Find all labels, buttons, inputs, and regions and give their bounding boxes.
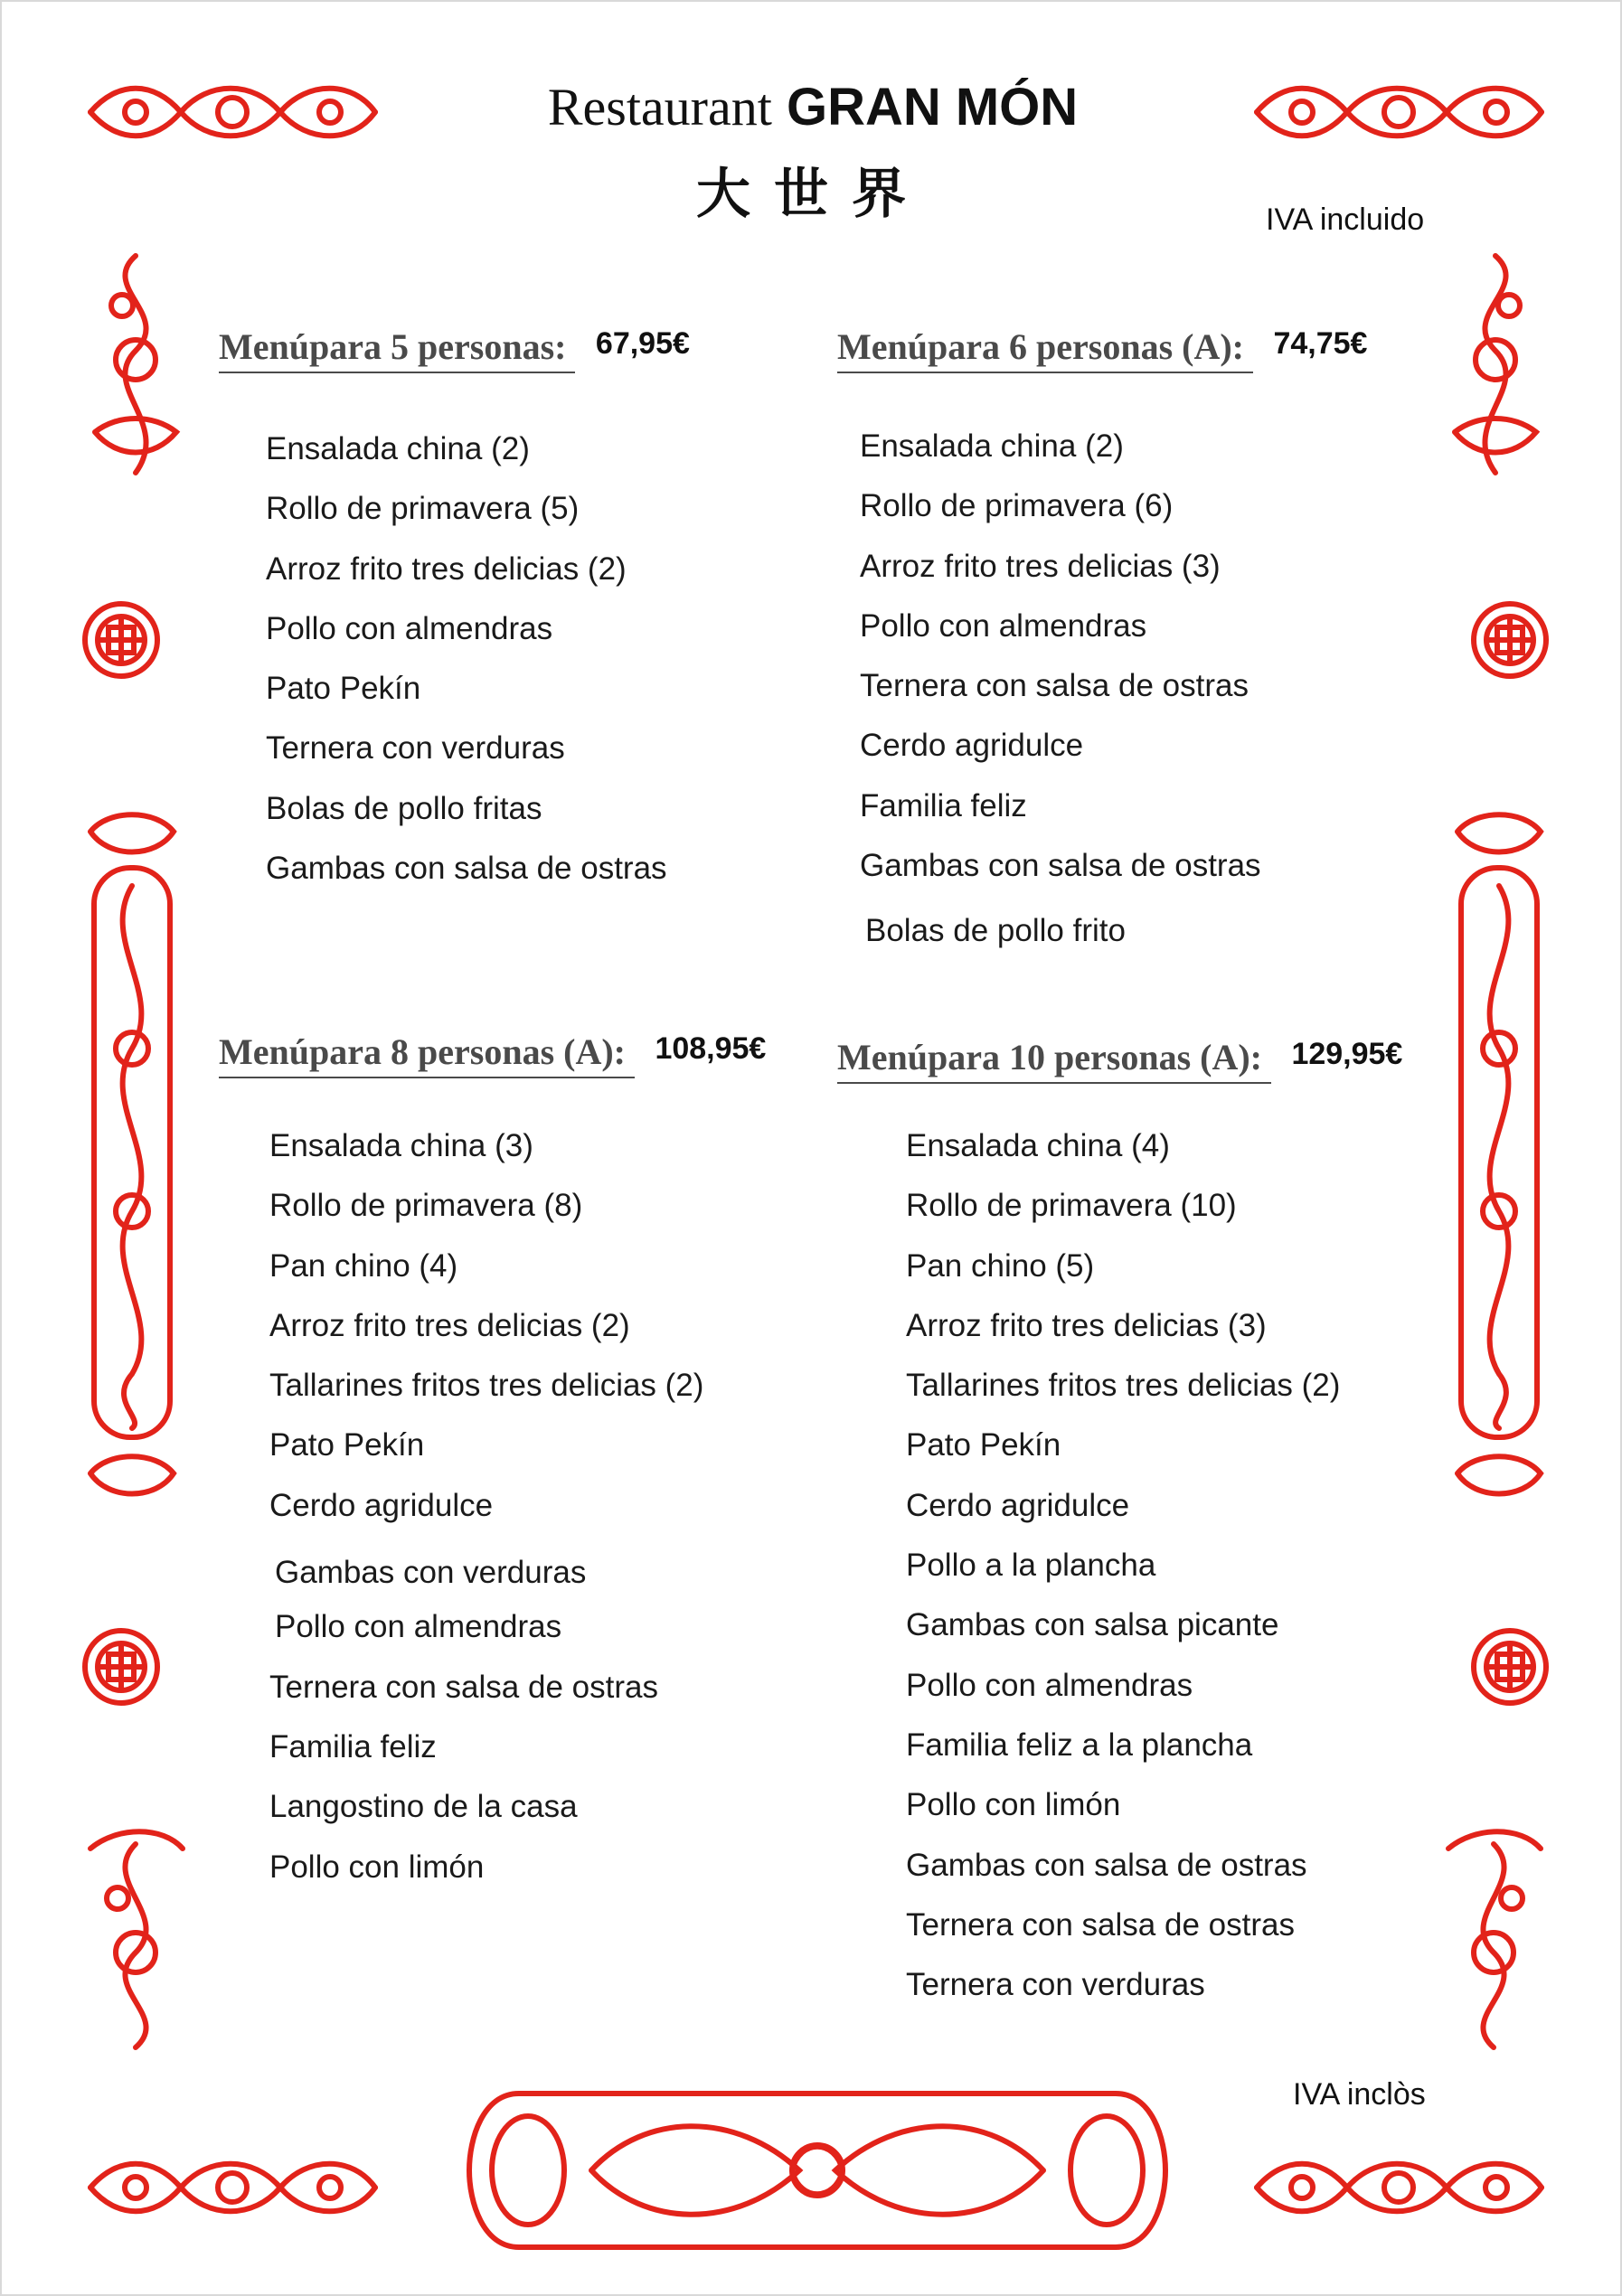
menu-label: Menúpara 10 personas (A):	[837, 1036, 1271, 1084]
floral-panel-icon	[1441, 251, 1550, 477]
menu-item: Bolas de pollo fritas	[266, 790, 542, 826]
floral-scroll-icon	[1248, 76, 1551, 150]
menu-item: Gambas con salsa de ostras	[266, 851, 667, 887]
menu-item: Pollo a la plancha	[906, 1548, 1156, 1584]
menu-item: Rollo de primavera (10)	[906, 1188, 1237, 1224]
menu-item: Pollo con limón	[906, 1787, 1121, 1823]
menu-item: Rollo de primavera (6)	[860, 488, 1174, 524]
floral-panel-icon	[81, 805, 183, 1501]
menu-item: Langostino de la casa	[269, 1789, 578, 1825]
menu-price: 74,75€	[1273, 326, 1368, 361]
menu-item: Ternera con verduras	[906, 1967, 1205, 2003]
floral-scroll-icon	[81, 76, 384, 150]
menu-item: Pollo con almendras	[266, 610, 553, 646]
menu-item: Cerdo agridulce	[860, 728, 1084, 764]
menu-6-items	[860, 417, 1261, 962]
menu-item: Ternera con verduras	[266, 730, 565, 767]
menu-6-persons	[837, 325, 1367, 380]
menu-item: Pollo con limón	[269, 1849, 485, 1885]
menu-item: Tallarines fritos tres delicias (2)	[269, 1368, 704, 1404]
shou-medallion-icon	[80, 598, 163, 682]
menu-item: Pollo con almendras	[275, 1609, 562, 1645]
menu-item: Pan chino (4)	[269, 1247, 458, 1284]
menu-item: Ternera con salsa de ostras	[906, 1906, 1295, 1943]
menu-item: Ternera con salsa de ostras	[860, 668, 1249, 704]
menu-item: Gambas con salsa de ostras	[906, 1847, 1307, 1883]
menu-item: Tallarines fritos tres delicias (2)	[906, 1368, 1341, 1404]
menu-label: Menúpara 8 personas (A):	[219, 1030, 635, 1078]
menu-10-persons	[837, 1036, 1402, 1090]
title-prefix: Restaurant	[547, 78, 772, 136]
chinese-name: 大世界	[696, 163, 929, 226]
menu-10-items	[906, 1116, 1340, 2015]
menu-heading	[219, 1030, 766, 1085]
menu-item: Pollo con almendras	[906, 1667, 1193, 1703]
menu-item: Arroz frito tres delicias (3)	[860, 548, 1221, 584]
menu-item: Cerdo agridulce	[269, 1487, 494, 1523]
menu-item: Pato Pekín	[269, 1427, 425, 1463]
menu-item: Gambas con salsa picante	[906, 1607, 1279, 1643]
menu-8-items	[269, 1116, 703, 1897]
menu-item: Ensalada china (3)	[269, 1128, 533, 1163]
floral-scroll-icon	[81, 2151, 384, 2225]
menu-item: Pollo con almendras	[860, 607, 1147, 644]
menu-item: Arroz frito tres delicias (2)	[269, 1307, 630, 1343]
restaurant-name: GRAN MÓN	[786, 78, 1079, 136]
floral-scroll-icon	[1248, 2151, 1551, 2225]
menu-item: Familia feliz a la plancha	[906, 1727, 1253, 1763]
menu-item: Arroz frito tres delicias (3)	[906, 1307, 1267, 1343]
shou-medallion-icon	[80, 1625, 163, 1708]
tax-note-bottom: IVA inclòs	[1293, 2077, 1426, 2112]
floral-panel-icon	[1439, 1826, 1550, 2052]
menu-item: Rollo de primavera (8)	[269, 1188, 583, 1224]
carp-lotus-panel-icon	[465, 2084, 1170, 2256]
menu-item: Rollo de primavera (5)	[266, 491, 580, 527]
menu-item: Pato Pekín	[906, 1427, 1061, 1463]
menu-item: Ensalada china (2)	[266, 431, 530, 466]
menu-item: Ternera con salsa de ostras	[269, 1669, 658, 1705]
menu-item: Ensalada china (4)	[906, 1128, 1170, 1163]
menu-label: Menúpara 5 personas:	[219, 325, 575, 373]
menu-heading	[837, 325, 1367, 380]
menu-item: Pan chino (5)	[906, 1247, 1095, 1284]
menu-8-persons	[219, 1030, 766, 1085]
menu-item: Bolas de pollo frito	[865, 913, 1126, 949]
menu-item: Arroz frito tres delicias (2)	[266, 550, 627, 587]
menu-item: Pato Pekín	[266, 671, 421, 707]
menu-item: Cerdo agridulce	[906, 1487, 1130, 1523]
menu-item: Ensalada china (2)	[860, 428, 1124, 464]
menu-heading	[837, 1036, 1402, 1090]
menu-price: 67,95€	[595, 326, 690, 361]
floral-panel-icon	[81, 1826, 192, 2052]
menu-5-persons	[219, 325, 690, 380]
menu-price: 108,95€	[655, 1031, 767, 1066]
menu-label: Menúpara 6 personas (A):	[837, 325, 1253, 373]
menu-item: Familia feliz	[269, 1728, 437, 1764]
menu-item: Gambas con verduras	[275, 1555, 587, 1591]
menu-item: Gambas con salsa de ostras	[860, 848, 1261, 884]
menu-price: 129,95€	[1291, 1037, 1403, 1071]
menu-heading	[219, 325, 690, 380]
tax-note-top: IVA incluido	[1266, 202, 1425, 237]
shou-medallion-icon	[1468, 598, 1551, 682]
floral-panel-icon	[1448, 805, 1550, 1501]
floral-panel-icon	[81, 251, 190, 477]
menu-5-items	[266, 419, 667, 899]
shou-medallion-icon	[1468, 1625, 1551, 1708]
menu-item: Familia feliz	[860, 787, 1027, 823]
